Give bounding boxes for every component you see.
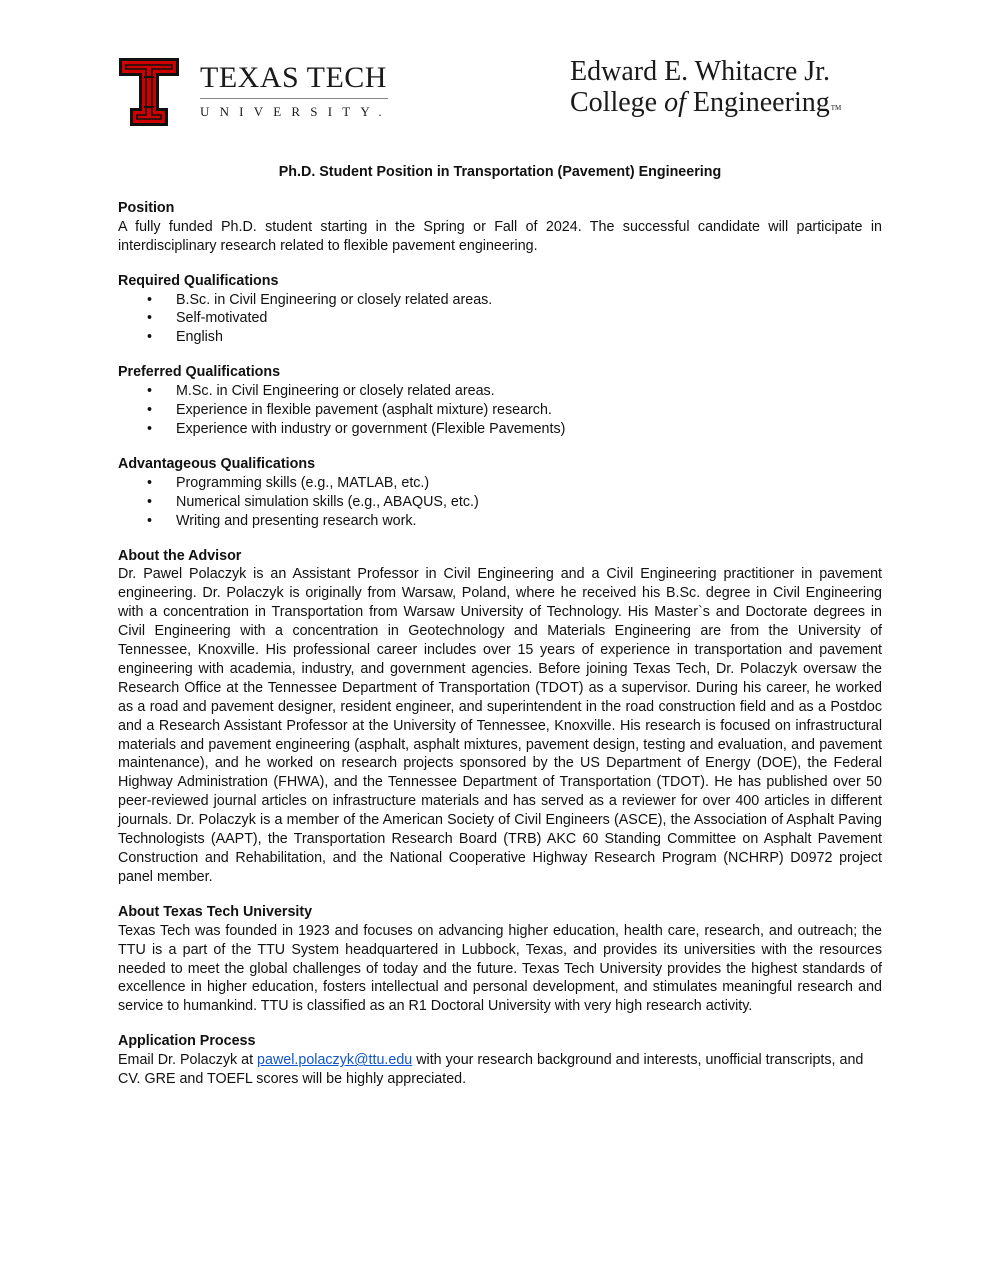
application-section	[118, 1032, 882, 1089]
university-subtitle: UNIVERSITY.	[200, 104, 392, 119]
application-text	[118, 1051, 882, 1089]
advisor-text: Dr. Pawel Polaczyk is an Assistant Professor in Civil Engineering and a Civil Engineering practitioner in pavement engineering. Dr. Polaczyk is originally from Warsaw, Poland, where he received his B.Sc. degree in Civil Engineering with a concentration in Transportation from Warsaw University of Technology. His Master`s and Doctorate degrees in Civil Engineering with a concentration in Geotechnology and Materials Engineering are from the University of Tennessee, Knoxville. His professional career includes over 15 years of experience in transportation and pavement engineering with academia, industry, and government agencies. Before joining Texas Tech, Dr. Polaczyk oversaw the Research Office at the Tennessee Department of Transportation (TDOT) as a supervisor. During his career, he worked as a road and pavement designer, resident engineer, and superintendent in the road construction field and as a Postdoc and a Research Assistant Professor at the University of Tennessee, Knoxville. His research is focused on infrastructural materials and pavement engineering (asphalt, asphalt mixtures, pavement design, testing and evaluation, and pavement maintenance), and he worked on research projects sponsored by the US Department of Energy (DOE), the Federal Highway Administration (FHWA), and the Tennessee Department of Transportation (TDOT). He has published over 50 peer-reviewed journal articles on infrastructure materials and has served as a reviewer for over 400 articles in different journals. Dr. Polaczyk is a member of the American Society of Civil Engineers (ASCE), the Association of Asphalt Paving Technologists (AAPT), the Transportation Research Board (TRB) AKC 60 Standing Committee on Asphalt Pavement Construction and Rehabilitation, and the National Cooperative Highway Research Program (NCHRP) D0972 project panel member.	[118, 566, 882, 885]
university-name: TEXAS TECH	[200, 61, 387, 94]
advantageous-qualifications-list	[118, 474, 882, 531]
wordmark-rule	[200, 98, 388, 99]
page-title: Ph.D. Student Position in Transportation (Pavement) Engineering	[278, 164, 722, 180]
college-line-2	[570, 87, 841, 118]
required-qualifications-list	[118, 291, 882, 348]
list-item: • M.Sc. in Civil Engineering or closely related areas.	[118, 382, 882, 401]
college-line-2-of: of	[664, 87, 686, 118]
texas-tech-double-t-logo	[118, 56, 180, 128]
application-text-after: with your research background and interests, unofficial transcripts, and CV. GRE and TOEFL scores will be highly appreciated.	[118, 1052, 864, 1088]
preferred-qualifications-heading: Preferred Qualifications	[118, 364, 281, 381]
advisor-section	[118, 547, 882, 887]
list-item: • Self-motivated	[118, 309, 882, 328]
required-qualifications-section	[118, 272, 882, 348]
application-heading: Application Process	[118, 1033, 256, 1050]
college-line-2-post: Engineering	[685, 87, 830, 118]
college-name	[570, 56, 841, 118]
application-text-before: Email Dr. Polaczyk at	[118, 1052, 258, 1069]
advantageous-qualifications-heading: Advantageous Qualifications	[118, 455, 316, 472]
ttu-section	[118, 903, 882, 1016]
position-text: A fully funded Ph.D. student starting in the Spring or Fall of 2024. The successful candidate will participate in interdisciplinary research related to flexible pavement engineering.	[118, 218, 882, 254]
document-body	[118, 163, 882, 1105]
college-line-1: Edward E. Whitacre Jr.	[570, 56, 830, 87]
college-line-2-pre: College	[570, 87, 665, 118]
preferred-qualifications-list	[118, 382, 882, 439]
list-item: • English	[118, 328, 882, 347]
advisor-email-link[interactable]: pawel.polaczyk@ttu.edu	[257, 1052, 413, 1069]
texas-tech-wordmark	[200, 60, 392, 120]
ttu-heading: About Texas Tech University	[118, 903, 313, 920]
position-section	[118, 199, 882, 256]
advantageous-qualifications-section	[118, 455, 882, 531]
ttu-text: Texas Tech was founded in 1923 and focuses on advancing higher education, health care, research, and outreach; the TTU is a part of the TTU System headquartered in Lubbock, Texas, and provides its universities with the resources needed to meet the global challenges of today and the future. Texas Tech University provides the highest standards of excellence in higher education, fosters intellectual and personal development, and stimulates meaningful research and service to humankind. TTU is classified as an R1 Doctoral University with very high research activity.	[118, 922, 882, 1015]
position-heading: Position	[118, 199, 175, 216]
advisor-heading: About the Advisor	[118, 547, 242, 564]
preferred-qualifications-section	[118, 363, 882, 439]
trademark-symbol: TM	[830, 104, 842, 112]
list-item: • B.Sc. in Civil Engineering or closely related areas.	[118, 291, 882, 310]
list-item: • Experience in flexible pavement (asphalt mixture) research.	[118, 401, 882, 420]
required-qualifications-heading: Required Qualifications	[118, 272, 279, 289]
list-item: • Experience with industry or government (Flexible Pavements)	[118, 420, 882, 439]
list-item: • Numerical simulation skills (e.g., ABAQUS, etc.)	[118, 493, 882, 512]
list-item: • Programming skills (e.g., MATLAB, etc.)	[118, 474, 882, 493]
list-item: • Writing and presenting research work.	[118, 512, 882, 531]
